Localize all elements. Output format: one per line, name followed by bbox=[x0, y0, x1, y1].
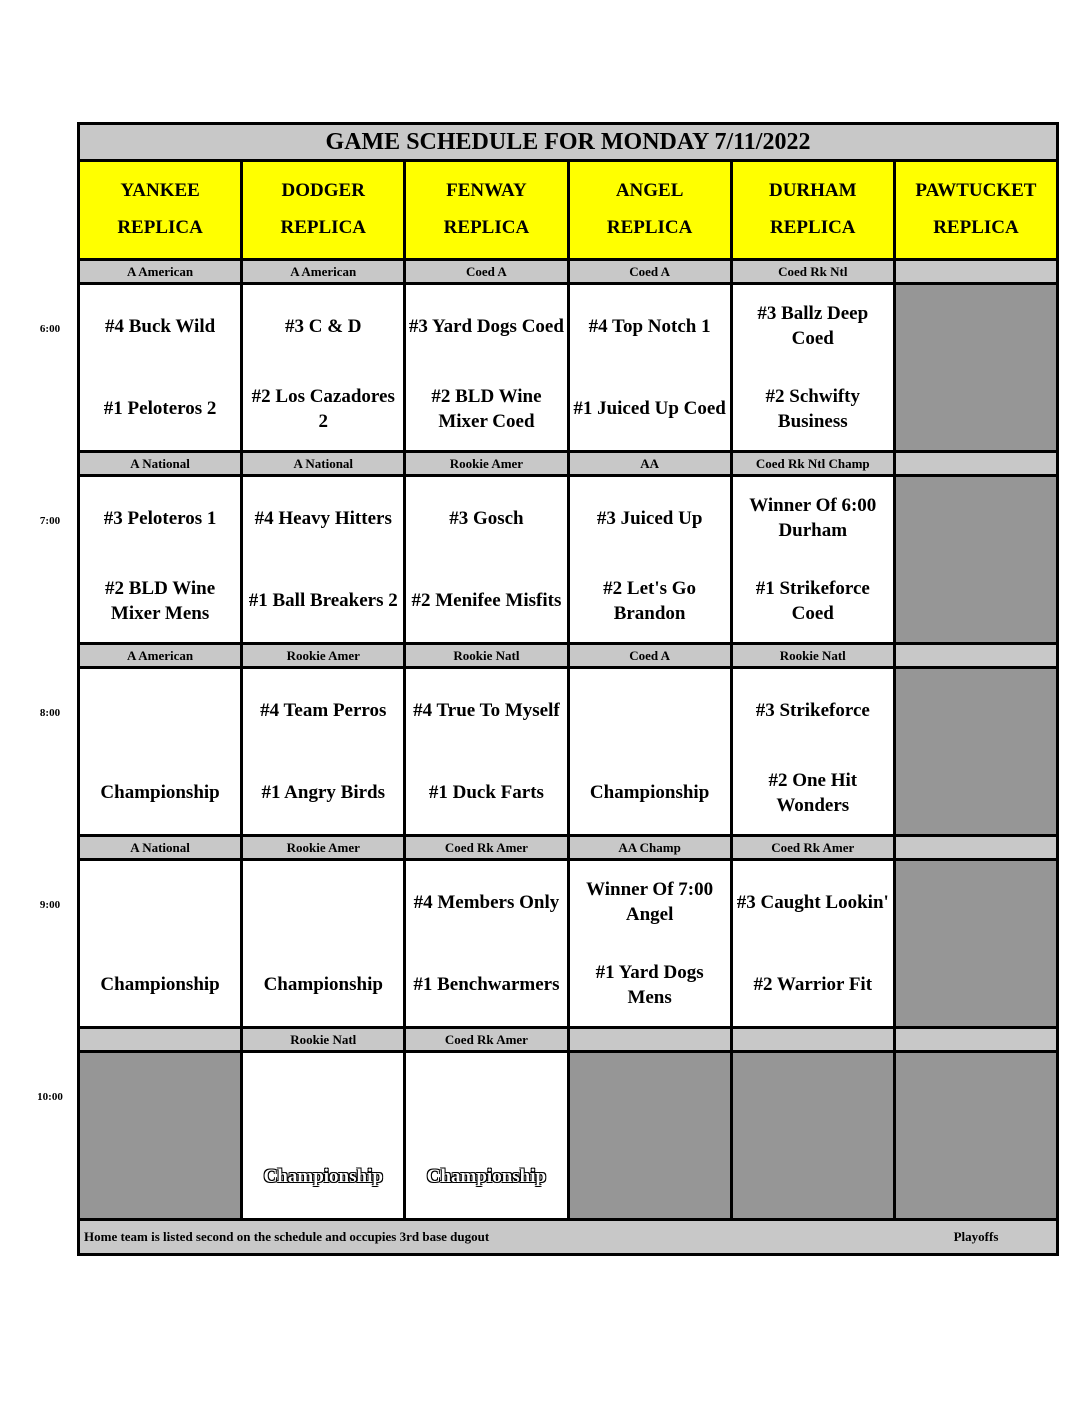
away-team: #3 Ballz Deep Coed bbox=[757, 303, 869, 350]
game-cell bbox=[570, 477, 733, 642]
away-team bbox=[80, 861, 240, 944]
division-label bbox=[896, 453, 1056, 474]
field-name: YANKEE bbox=[120, 180, 200, 201]
division-band bbox=[80, 837, 1056, 861]
division-label bbox=[896, 1029, 1056, 1050]
field-header-angel bbox=[570, 162, 733, 258]
field-sub: REPLICA bbox=[770, 217, 856, 238]
footer-note: Home team is listed second on the schedule and occupies 3rd base dugout bbox=[84, 1229, 490, 1244]
home-team: #2 Schwifty Business bbox=[765, 385, 861, 432]
field-name: ANGEL bbox=[615, 180, 684, 201]
field-header-durham bbox=[733, 162, 896, 258]
game-cell bbox=[570, 861, 733, 1026]
field-header-row bbox=[80, 162, 1056, 261]
game-row bbox=[80, 1053, 1056, 1221]
away-team: #3 Gosch bbox=[449, 507, 524, 529]
field-name: DURHAM bbox=[768, 180, 857, 201]
unused-cell bbox=[896, 1053, 1056, 1218]
division-label: AA Champ bbox=[570, 837, 733, 858]
away-team: #3 C & D bbox=[284, 315, 362, 337]
game-cell bbox=[406, 861, 569, 1026]
field-sub: REPLICA bbox=[933, 217, 1019, 238]
division-label: A National bbox=[80, 453, 243, 474]
away-team: #3 Caught Lookin' bbox=[736, 891, 889, 913]
division-label bbox=[896, 645, 1056, 666]
home-team: #1 Ball Breakers 2 bbox=[248, 590, 398, 612]
page-title: GAME SCHEDULE FOR MONDAY 7/11/2022 bbox=[80, 125, 1056, 162]
game-cell bbox=[243, 285, 406, 450]
home-team: #2 Los Cazadores 2 bbox=[251, 385, 395, 432]
home-team: Championship bbox=[100, 974, 220, 996]
division-label: A American bbox=[80, 261, 243, 282]
division-band bbox=[80, 453, 1056, 477]
away-team: #3 Juiced Up bbox=[596, 507, 703, 529]
division-label bbox=[896, 261, 1056, 282]
unused-cell bbox=[896, 861, 1056, 1026]
away-team: #4 Buck Wild bbox=[104, 315, 216, 337]
away-team: Winner Of 6:00 Durham bbox=[749, 495, 877, 542]
field-header-dodger bbox=[243, 162, 406, 258]
game-cell bbox=[80, 669, 243, 834]
time-label: 10:00 bbox=[37, 1091, 63, 1103]
division-label bbox=[570, 1029, 733, 1050]
game-cell bbox=[80, 477, 243, 642]
away-team: #3 Yard Dogs Coed bbox=[408, 315, 564, 337]
field-name: FENWAY bbox=[446, 180, 527, 201]
division-label: A National bbox=[243, 453, 406, 474]
game-cell bbox=[570, 285, 733, 450]
time-slots bbox=[80, 261, 1056, 1221]
time-label: 9:00 bbox=[39, 899, 61, 911]
field-name: DODGER bbox=[281, 180, 365, 201]
game-cell bbox=[406, 669, 569, 834]
game-cell bbox=[570, 669, 733, 834]
away-team bbox=[80, 669, 240, 752]
game-cell bbox=[243, 861, 406, 1026]
game-cell bbox=[406, 285, 569, 450]
home-team: #2 BLD Wine Mixer Mens bbox=[105, 577, 216, 624]
home-team: Championship bbox=[426, 1166, 547, 1188]
home-team: #2 Warrior Fit bbox=[753, 974, 873, 996]
away-team bbox=[243, 1053, 403, 1136]
away-team: #4 Team Perros bbox=[260, 699, 387, 721]
game-row bbox=[80, 477, 1056, 645]
division-label: Coed A bbox=[406, 261, 569, 282]
home-team: #1 Peloteros 2 bbox=[103, 398, 217, 420]
division-label: Rookie Natl bbox=[406, 645, 569, 666]
division-label bbox=[80, 1029, 243, 1050]
away-team: #4 Heavy Hitters bbox=[254, 507, 392, 529]
division-label: Coed Rk Amer bbox=[406, 1029, 569, 1050]
division-label: A National bbox=[80, 837, 243, 858]
field-sub: REPLICA bbox=[117, 217, 203, 238]
division-band bbox=[80, 645, 1056, 669]
game-cell bbox=[406, 477, 569, 642]
footer-bar bbox=[80, 1221, 1056, 1253]
unused-cell bbox=[733, 1053, 896, 1218]
game-cell bbox=[80, 285, 243, 450]
field-header-pawtucket bbox=[896, 162, 1056, 258]
game-cell bbox=[243, 1053, 406, 1218]
field-sub: REPLICA bbox=[443, 217, 530, 238]
division-label bbox=[896, 837, 1056, 858]
division-label: Rookie Amer bbox=[243, 837, 406, 858]
home-team: #1 Duck Farts bbox=[428, 782, 544, 804]
home-team: #2 Menifee Misfits bbox=[411, 590, 562, 612]
game-cell bbox=[80, 861, 243, 1026]
division-label: Coed Rk Amer bbox=[406, 837, 569, 858]
home-team: #1 Benchwarmers bbox=[413, 974, 560, 996]
game-cell bbox=[406, 1053, 569, 1218]
away-team bbox=[570, 669, 730, 752]
away-team bbox=[406, 1053, 566, 1136]
home-team: Championship bbox=[263, 1166, 383, 1188]
away-team: #4 True To Myself bbox=[413, 699, 560, 721]
home-team: Championship bbox=[100, 782, 220, 804]
unused-cell bbox=[896, 477, 1056, 642]
division-band bbox=[80, 261, 1056, 285]
time-label: 7:00 bbox=[39, 515, 61, 527]
division-label: Coed Rk Ntl bbox=[733, 261, 896, 282]
field-name: PAWTUCKET bbox=[915, 180, 1037, 201]
game-row bbox=[80, 861, 1056, 1029]
division-label: Rookie Natl bbox=[243, 1029, 406, 1050]
field-sub: REPLICA bbox=[280, 217, 367, 238]
home-team: #2 BLD Wine Mixer Coed bbox=[431, 385, 542, 432]
game-row bbox=[80, 669, 1056, 837]
home-team: #2 One Hit Wonders bbox=[768, 769, 858, 816]
away-team: #3 Peloteros 1 bbox=[103, 507, 217, 529]
game-cell bbox=[733, 477, 896, 642]
home-team: #1 Angry Birds bbox=[261, 782, 386, 804]
unused-cell bbox=[896, 669, 1056, 834]
division-label: AA bbox=[570, 453, 733, 474]
legend-playoffs: Playoffs bbox=[953, 1229, 999, 1244]
time-label: 6:00 bbox=[39, 323, 61, 335]
away-team: Winner Of 7:00 Angel bbox=[586, 879, 714, 926]
game-cell bbox=[733, 669, 896, 834]
unused-cell bbox=[80, 1053, 243, 1218]
division-label: Coed A bbox=[570, 645, 733, 666]
game-row bbox=[80, 285, 1056, 453]
game-cell bbox=[243, 669, 406, 834]
division-label: Coed Rk Ntl Champ bbox=[733, 453, 896, 474]
division-label: Coed A bbox=[570, 261, 733, 282]
field-sub: REPLICA bbox=[606, 217, 693, 238]
away-team bbox=[243, 861, 403, 944]
division-band bbox=[80, 1029, 1056, 1053]
home-team: Championship bbox=[589, 782, 710, 804]
division-label: Rookie Amer bbox=[243, 645, 406, 666]
away-team: #4 Members Only bbox=[413, 891, 560, 913]
time-label: 8:00 bbox=[39, 707, 61, 719]
division-label: A American bbox=[243, 261, 406, 282]
home-team: Championship bbox=[263, 974, 383, 996]
field-header-yankee bbox=[80, 162, 243, 258]
unused-cell bbox=[570, 1053, 733, 1218]
home-team: #1 Strikeforce Coed bbox=[755, 577, 870, 624]
division-label: Rookie Natl bbox=[733, 645, 896, 666]
schedule-table bbox=[77, 122, 1059, 1256]
unused-cell bbox=[896, 285, 1056, 450]
game-cell bbox=[733, 285, 896, 450]
away-team: #3 Strikeforce bbox=[755, 699, 870, 721]
field-header-fenway bbox=[406, 162, 569, 258]
home-team: #2 Let's Go Brandon bbox=[603, 577, 697, 624]
division-label: Coed Rk Amer bbox=[733, 837, 896, 858]
game-cell bbox=[733, 861, 896, 1026]
game-cell bbox=[243, 477, 406, 642]
home-team: #1 Juiced Up Coed bbox=[573, 398, 726, 420]
home-team: #1 Yard Dogs Mens bbox=[595, 961, 704, 1008]
division-label bbox=[733, 1029, 896, 1050]
division-label: Rookie Amer bbox=[406, 453, 569, 474]
away-team: #4 Top Notch 1 bbox=[588, 315, 711, 337]
division-label: A American bbox=[80, 645, 243, 666]
